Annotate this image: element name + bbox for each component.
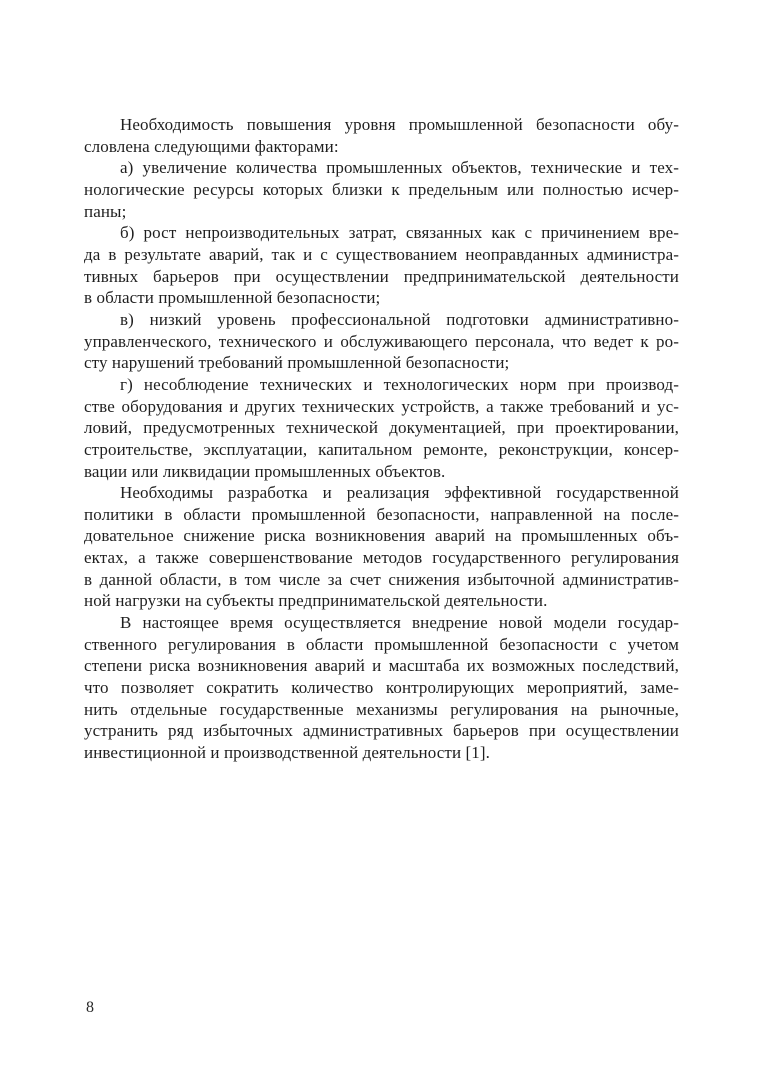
text-line: устранить ряд избыточных административных барьеров при осуществлении [84,721,679,741]
paragraph [84,114,679,157]
text-line: политики в области промышленной безопасности, направленной на после- [84,504,679,524]
page-footer [86,999,94,1017]
text-line: управленческого, технического и обслуживающего персонала, что ведет к ро- [84,331,679,351]
text-line: что позволяет сократить количество контролирующих мероприятий, заме- [84,678,679,698]
body-text [84,114,679,764]
text-line: стве оборудования и других технических устройств, а также требований и ус- [84,396,679,416]
text-line: сту нарушений требований промышленной безопасности; [84,353,510,373]
page-number: 8 [86,999,94,1016]
text-line: В настоящее время осуществляется внедрение новой модели государ- [120,613,679,633]
text-line: ектах, а также совершенствование методов государственного регулирования [84,548,679,568]
text-line: довательное снижение риска возникновения аварий на промышленных объ- [84,526,679,546]
text-line: ной нагрузки на субъекты предпринимательской деятельности. [84,591,548,611]
text-line: ственного регулирования в области промышленной безопасности с учетом [84,634,679,654]
text-line: в) низкий уровень профессиональной подготовки административно- [120,309,679,329]
text-line: вации или ликвидации промышленных объектов. [84,461,446,481]
text-line: инвестиционной и производственной деятельности [1]. [84,743,490,763]
text-line: нить отдельные государственные механизмы регулирования на рыночные, [84,699,679,719]
paragraph [84,374,679,482]
text-line: в области промышленной безопасности; [84,288,381,308]
paragraph [84,309,679,374]
text-line: паны; [84,201,127,221]
text-line: ловий, предусмотренных технической документацией, при проектировании, [84,418,679,438]
text-line: строительстве, эксплуатации, капитальном ремонте, реконструкции, консер- [84,439,679,459]
text-line: Необходимы разработка и реализация эффективной государственной [120,483,679,503]
text-line: степени риска возникновения аварий и масштаба их возможных последствий, [84,656,679,676]
text-line: а) увеличение количества промышленных объектов, технические и тех- [120,158,679,178]
paragraph [84,612,679,764]
text-line: б) рост непроизводительных затрат, связанных как с причинением вре- [120,223,679,243]
paragraph [84,222,679,309]
text-line: в данной области, в том числе за счет снижения избыточной административ- [84,569,679,589]
text-line: г) несоблюдение технических и технологических норм при производ- [120,374,679,394]
paragraph [84,157,679,222]
paragraph [84,482,679,612]
text-line: тивных барьеров при осуществлении предпринимательской деятельности [84,266,679,286]
text-line: словлена следующими факторами: [84,136,339,156]
text-line: да в результате аварий, так и с существованием неоправданных администра- [84,244,679,264]
text-line: нологические ресурсы которых близки к предельным или полностью исчер- [84,179,679,199]
text-line: Необходимость повышения уровня промышленной безопасности обу- [120,115,679,134]
